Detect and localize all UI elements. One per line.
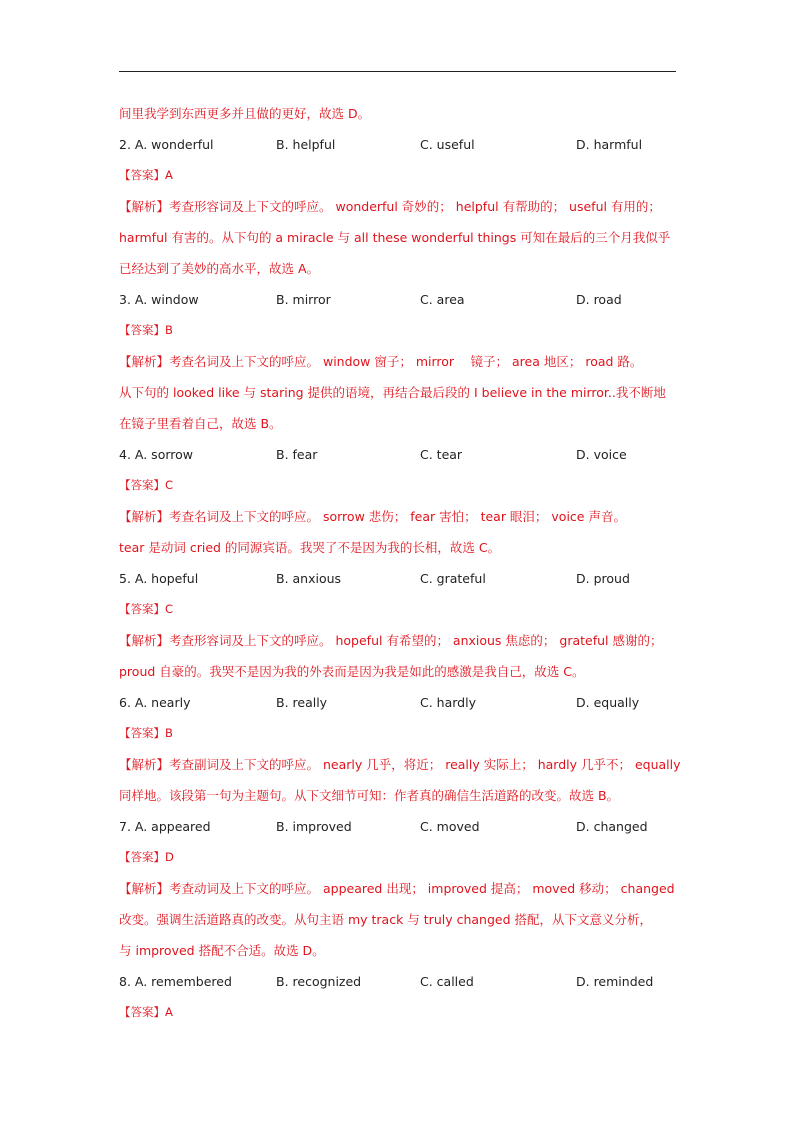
answer-label: 【答案】C [119, 478, 174, 492]
option-a: 3. A. window [119, 292, 199, 307]
option-c: C. hardly [420, 695, 476, 710]
analysis-line: 与 improved 搭配不合适。故选 D。 [119, 943, 325, 958]
option-b: B. improved [276, 819, 352, 834]
analysis-line: 同样地。该段第一句为主题句。从下文细节可知：作者真的确信生活道路的改变。故选 B。 [119, 788, 620, 803]
analysis-line: 【解析】考查形容词及上下文的呼应。 hopeful 有希望的； anxious 焦虑的； grateful 感谢的； [119, 633, 663, 648]
option-d: D. changed [576, 819, 648, 834]
option-d: D. voice [576, 447, 627, 462]
analysis-line: 【解析】考查形容词及上下文的呼应。 wonderful 奇妙的； helpful 有帮助的； useful 有用的； [119, 199, 661, 214]
analysis-line: tear 是动词 cried 的同源宾语。我哭了不是因为我的长相，故选 C。 [119, 540, 501, 555]
answer-label: 【答案】D [119, 850, 174, 864]
option-c: C. moved [420, 819, 480, 834]
option-d: D. reminded [576, 974, 654, 989]
answer-label: 【答案】A [119, 1005, 173, 1019]
answer-label: 【答案】B [119, 726, 173, 740]
document-body [119, 98, 689, 1028]
option-c: C. called [420, 974, 474, 989]
option-d: D. equally [576, 695, 640, 710]
option-c: C. useful [420, 137, 475, 152]
continuation-text: 间里我学到东西更多并且做的更好，故选 D。 [119, 106, 371, 121]
option-b: B. helpful [276, 137, 336, 152]
analysis-line: 【解析】考查名词及上下文的呼应。 sorrow 悲伤； fear 害怕； tear 眼泪； voice 声音。 [119, 509, 626, 524]
option-c: C. grateful [420, 571, 486, 586]
question-7-options [119, 811, 689, 842]
option-a: 2. A. wonderful [119, 137, 214, 152]
question-2-options [119, 129, 689, 160]
question-4-options [119, 439, 689, 470]
answer-label: 【答案】A [119, 168, 173, 182]
option-d: D. harmful [576, 137, 643, 152]
answer-label: 【答案】B [119, 323, 173, 337]
option-a: 8. A. remembered [119, 974, 232, 989]
answer-label: 【答案】C [119, 602, 174, 616]
option-b: B. really [276, 695, 328, 710]
option-a: 7. A. appeared [119, 819, 211, 834]
question-3-options [119, 284, 689, 315]
option-b: B. mirror [276, 292, 331, 307]
option-b: B. fear [276, 447, 318, 462]
question-8-options [119, 966, 689, 997]
question-5-options [119, 563, 689, 594]
option-d: D. road [576, 292, 622, 307]
analysis-line: 【解析】考查名词及上下文的呼应。 window 窗子； mirror 镜子； area 地区； road 路。 [119, 354, 643, 369]
option-a: 4. A. sorrow [119, 447, 193, 462]
analysis-line: 在镜子里看着自己，故选 B。 [119, 416, 282, 431]
option-c: C. tear [420, 447, 463, 462]
option-b: B. recognized [276, 974, 362, 989]
analysis-line: 【解析】考查副词及上下文的呼应。 nearly 几乎，将近； really 实际上； hardly 几乎不； equally [119, 757, 681, 772]
option-b: B. anxious [276, 571, 342, 586]
analysis-line: harmful 有害的。从下句的 a miracle 与 all these wonderful things 可知在最后的三个月我似乎 [119, 230, 671, 245]
option-a: 6. A. nearly [119, 695, 191, 710]
analysis-line: 改变。强调生活道路真的改变。从句主语 my track 与 truly changed 搭配，从下文意义分析， [119, 912, 652, 927]
option-c: C. area [420, 292, 465, 307]
analysis-line: 从下句的 looked like 与 staring 提供的语境，再结合最后段的 I believe in the mirror..我不断地 [119, 385, 666, 400]
analysis-line: 已经达到了美妙的高水平，故选 A。 [119, 261, 320, 276]
analysis-line: proud 自豪的。我哭不是因为我的外表而是因为我是如此的感激是我自己，故选 C。 [119, 664, 585, 679]
analysis-line: 【解析】考查动词及上下文的呼应。 appeared 出现； improved 提高； moved 移动； changed [119, 881, 675, 896]
option-a: 5. A. hopeful [119, 571, 199, 586]
option-d: D. proud [576, 571, 630, 586]
header-rule [119, 71, 676, 72]
question-6-options [119, 687, 689, 718]
